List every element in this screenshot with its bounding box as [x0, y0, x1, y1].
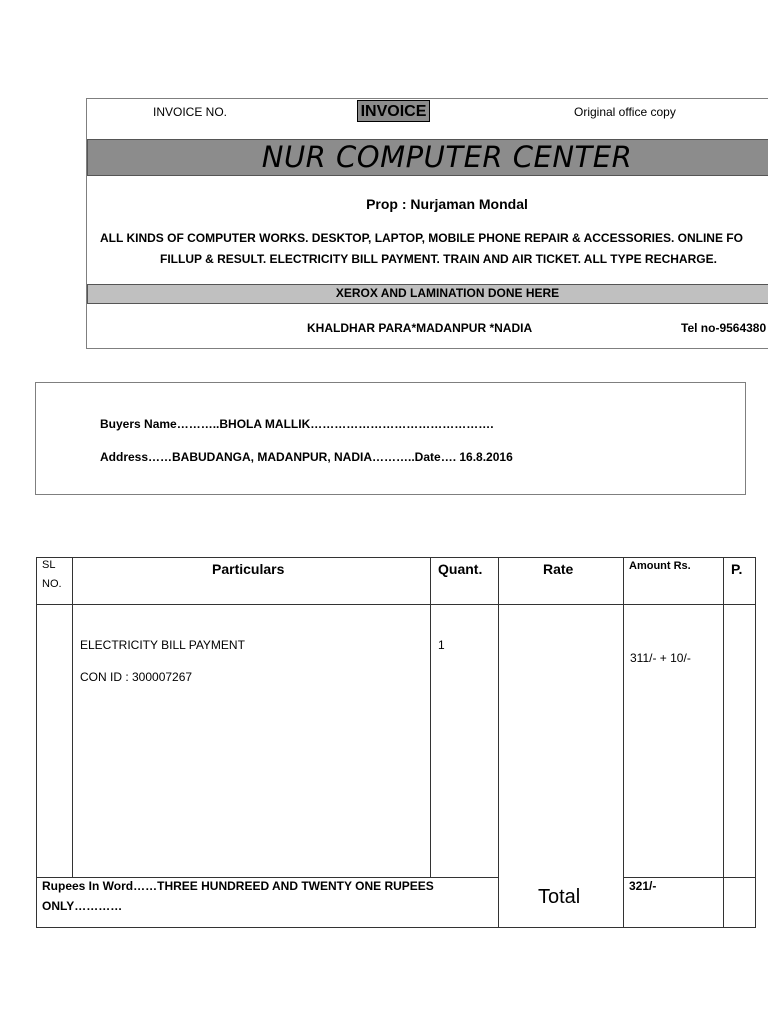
header-no: NO.: [42, 578, 62, 590]
item-quantity: 1: [438, 638, 445, 652]
total-amount: 321/-: [629, 879, 657, 893]
item-consumer-id: CON ID : 300007267: [80, 670, 193, 684]
header-sl: SL: [42, 559, 56, 571]
table-footer-divider-right: [623, 877, 756, 878]
table-border-top: [36, 557, 756, 558]
xerox-lamination-text: XEROX AND LAMINATION DONE HERE: [335, 286, 560, 300]
header-quantity: Quant.: [438, 561, 483, 577]
item-amount: 311/- + 10/-: [630, 651, 691, 665]
shop-address: KHALDHAR PARA*MADANPUR *NADIA: [307, 321, 533, 335]
header-particulars: Particulars: [212, 561, 285, 577]
buyer-address-date: Address……BABUDANGA, MADANPUR, NADIA………..Date…. 16.8.2016: [100, 450, 513, 464]
services-line-1: ALL KINDS OF COMPUTER WORKS. DESKTOP, LAPTOP, MOBILE PHONE REPAIR & ACCESSORIES. ONLINE FO: [100, 231, 743, 245]
buyer-details-box: [35, 382, 746, 495]
col-divider-particulars: [430, 557, 431, 878]
telephone-number: Tel no-9564380: [681, 321, 767, 335]
table-border-bottom: [36, 927, 756, 928]
amount-in-words: Rupees In Word……THREE HUNDREED AND TWENTY ONE RUPEES: [42, 879, 434, 893]
item-description: ELECTRICITY BILL PAYMENT: [80, 638, 245, 652]
invoice-number-label: INVOICE NO.: [153, 105, 228, 119]
header-rate: Rate: [543, 561, 574, 577]
header-amount: Amount Rs.: [629, 560, 691, 572]
invoice-header-box: [86, 98, 768, 349]
col-divider-rate: [623, 557, 624, 928]
col-divider-quantity: [498, 557, 499, 928]
col-divider-sl: [72, 557, 73, 878]
header-paise: P.: [731, 561, 743, 577]
proprietor-name: Prop : Nurjaman Mondal: [366, 196, 528, 212]
total-label: Total: [538, 886, 581, 908]
table-header-divider: [36, 604, 756, 605]
services-line-2: FILLUP & RESULT. ELECTRICITY BILL PAYMENT. TRAIN AND AIR TICKET. ALL TYPE RECHARGE.: [160, 252, 717, 266]
buyer-name: Buyers Name………..BHOLA MALLIK……………………………………….: [100, 417, 494, 431]
copy-type-label: Original office copy: [574, 105, 676, 119]
col-divider-amount: [723, 557, 724, 928]
table-border-left: [36, 557, 37, 928]
invoice-title: INVOICE: [357, 100, 430, 122]
table-border-right: [755, 557, 756, 928]
company-name: NUR COMPUTER CENTER: [261, 140, 633, 174]
amount-in-words-cont: ONLY…………: [42, 899, 123, 913]
